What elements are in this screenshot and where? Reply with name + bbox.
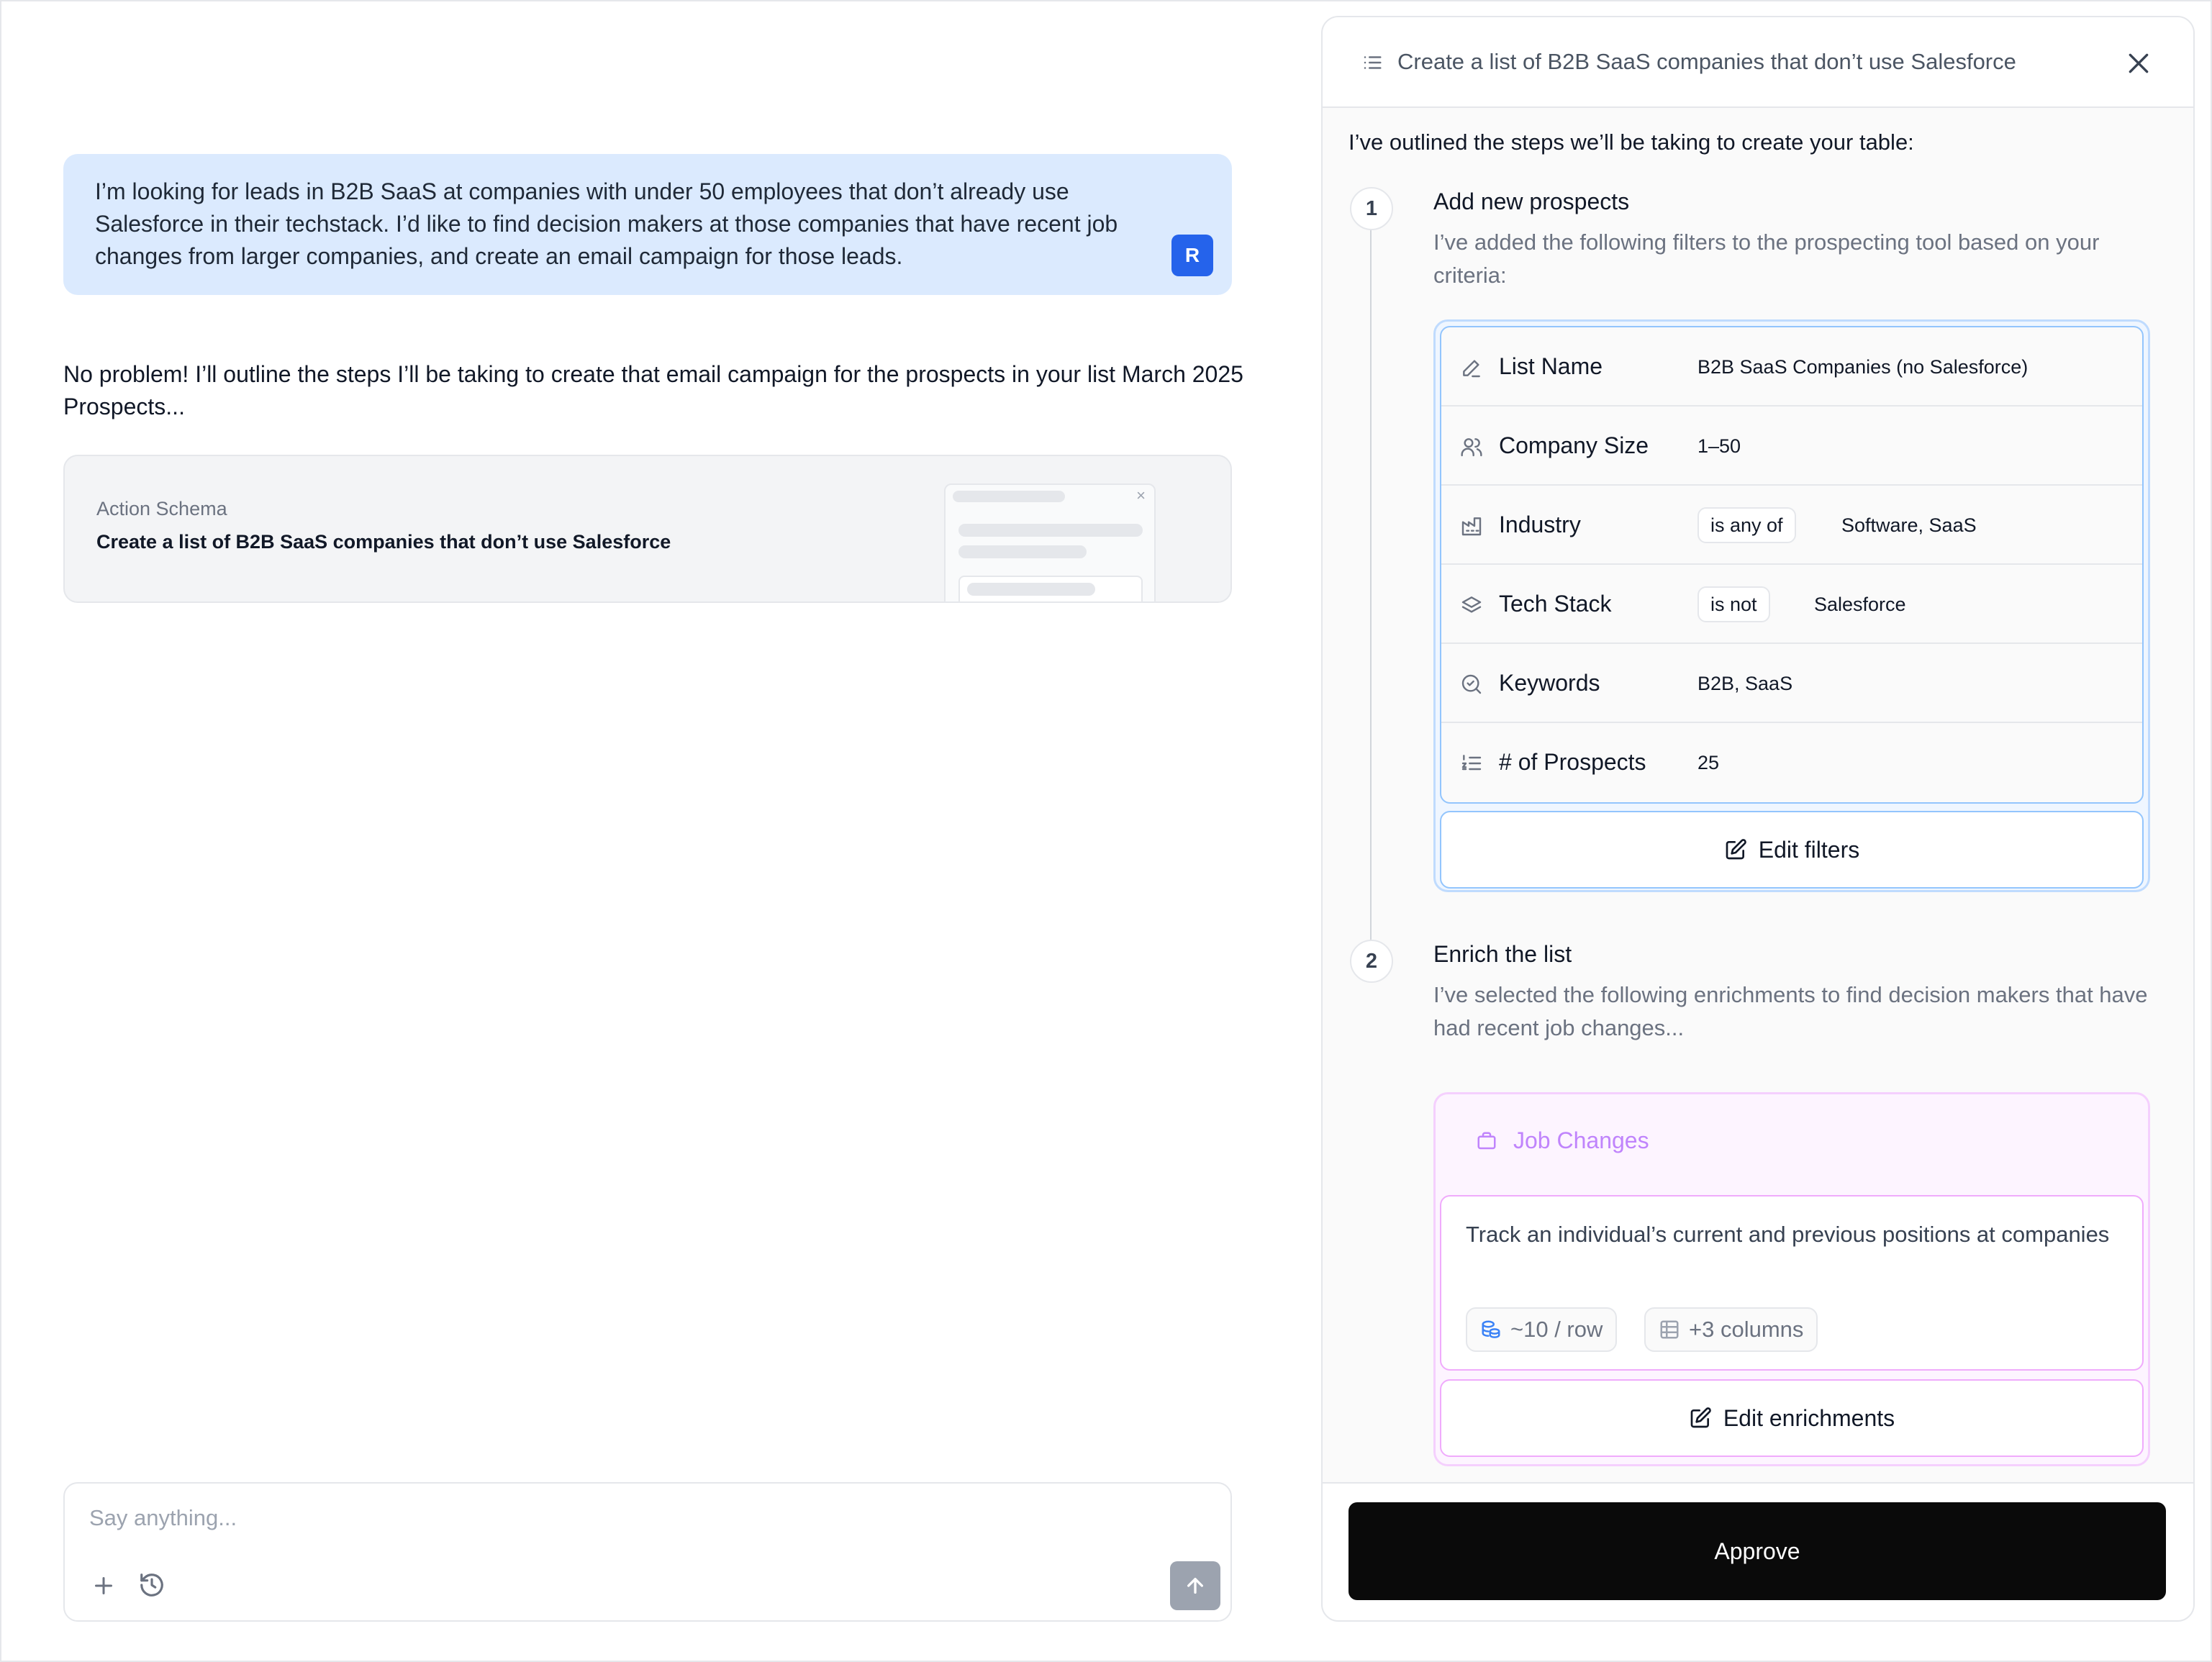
search-check-icon	[1460, 673, 1483, 696]
filter-label: List Name	[1499, 353, 1603, 379]
cost-chip-label: ~10 / row	[1510, 1317, 1603, 1342]
plus-icon[interactable]	[91, 1573, 117, 1599]
schema-card-title: Create a list of B2B SaaS companies that don’t use Salesforce	[96, 531, 671, 553]
action-schema-card[interactable]	[63, 455, 1232, 603]
filters-table	[1440, 326, 2144, 804]
enrichment-name: Job Changes	[1513, 1127, 1649, 1153]
schema-card-label: Action Schema	[96, 498, 227, 519]
arrow-up-icon	[1184, 1574, 1207, 1597]
user-message-text: I’m looking for leads in B2B SaaS at companies with under 50 employees that don’t already use Salesforce in their techstack. I’d like to find decision makers at those companies that have recent job changes from larger companies, and create an email campaign for those leads.	[95, 178, 1118, 269]
cost-chip	[1466, 1307, 1617, 1352]
edit-filters-button[interactable]	[1440, 811, 2144, 889]
filter-row-company-size[interactable]	[1441, 407, 2142, 486]
pencil-icon	[1460, 356, 1483, 379]
filter-value: B2B, SaaS	[1697, 673, 1793, 694]
user-message-bubble	[63, 154, 1232, 295]
history-icon[interactable]	[138, 1571, 166, 1599]
filter-row-industry[interactable]	[1441, 486, 2142, 565]
coins-icon	[1480, 1319, 1502, 1340]
panel-intro: I’ve outlined the steps we’ll be taking to create your table:	[1348, 130, 1914, 155]
numbered-list-icon	[1460, 752, 1483, 775]
message-input[interactable]	[89, 1505, 1169, 1531]
filter-label: Keywords	[1499, 670, 1600, 696]
edit-icon	[1724, 838, 1747, 861]
users-icon	[1460, 435, 1483, 458]
edit-icon	[1689, 1407, 1712, 1430]
filter-label: Company Size	[1499, 432, 1649, 458]
panel-footer	[1323, 1482, 2193, 1622]
send-button[interactable]	[1170, 1561, 1220, 1610]
enrichment-box	[1433, 1092, 2150, 1466]
filter-value: Salesforce	[1814, 594, 1906, 615]
filter-label: # of Prospects	[1499, 749, 1646, 775]
enrichment-header	[1440, 1099, 2144, 1188]
action-schema-panel	[1321, 16, 2195, 1622]
filter-row-keywords[interactable]	[1441, 644, 2142, 723]
user-avatar[interactable]: R	[1171, 235, 1213, 276]
edit-filters-label: Edit filters	[1758, 836, 1860, 863]
thumbnail-close-icon: ×	[1136, 486, 1146, 504]
step-1-title: Add new prospects	[1433, 189, 1630, 214]
filter-row-tech-stack[interactable]	[1441, 565, 2142, 644]
edit-enrichments-button[interactable]	[1440, 1379, 2144, 1457]
filter-value: 25	[1697, 752, 1720, 773]
enrichment-card[interactable]	[1440, 1195, 2144, 1371]
approve-button[interactable]: Approve	[1348, 1502, 2166, 1600]
message-composer	[63, 1482, 1232, 1622]
assistant-message: No problem! I’ll outline the steps I’ll be taking to create that email campaign for the prospects in your list March 2025 Prospects...	[63, 361, 1243, 419]
filter-operator[interactable]: is not	[1697, 586, 1770, 622]
factory-icon	[1460, 514, 1483, 537]
step-2-number: 2	[1350, 940, 1393, 983]
filter-value: 1–50	[1697, 435, 1741, 457]
table-icon	[1659, 1319, 1680, 1340]
filter-value: B2B SaaS Companies (no Salesforce)	[1697, 356, 2029, 378]
columns-chip-label: +3 columns	[1689, 1317, 1804, 1342]
step-1-number: 1	[1350, 187, 1393, 230]
edit-enrichments-label: Edit enrichments	[1723, 1404, 1895, 1431]
list-icon	[1361, 52, 1383, 73]
step-2-title: Enrich the list	[1433, 941, 1572, 967]
close-icon[interactable]	[2124, 49, 2153, 78]
layers-icon	[1460, 594, 1483, 617]
step-2-description: I’ve selected the following enrichments to find decision makers that have had recent job changes...	[1433, 982, 2148, 1040]
step-1-description: I’ve added the following filters to the prospecting tool based on your criteria:	[1433, 230, 2100, 288]
briefcase-icon	[1476, 1130, 1497, 1152]
step-connector	[1370, 230, 1372, 957]
columns-chip	[1644, 1307, 1818, 1352]
panel-title: Create a list of B2B SaaS companies that don’t use Salesforce	[1397, 49, 2016, 74]
filter-operator[interactable]: is any of	[1697, 507, 1796, 543]
schema-thumbnail	[944, 483, 1156, 603]
filter-value: Software, SaaS	[1841, 514, 1977, 536]
filter-label: Industry	[1499, 512, 1581, 537]
filters-box	[1433, 319, 2150, 892]
panel-header	[1323, 17, 2193, 108]
filter-row-list-name[interactable]	[1441, 327, 2142, 407]
filter-label: Tech Stack	[1499, 591, 1612, 617]
enrichment-description: Track an individual’s current and previous positions at companies	[1466, 1222, 2110, 1247]
filter-row-prospects[interactable]	[1441, 723, 2142, 802]
